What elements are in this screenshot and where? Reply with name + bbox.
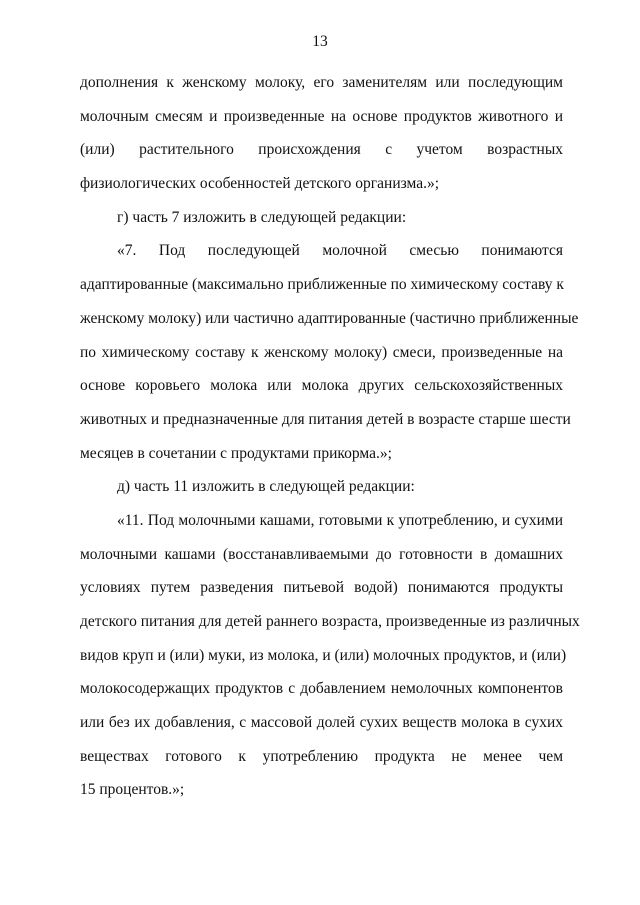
text-line: «11. Под молочными кашами, готовыми к употреблению, и сухими xyxy=(117,511,563,529)
document-body xyxy=(80,71,580,812)
text-line: молочным смесям и произведенные на основе продуктов животного и xyxy=(80,107,563,125)
text-line: животных и предназначенные для питания детей в возрасте старше шести xyxy=(80,410,571,428)
text-line: месяцев в сочетании с продуктами прикорма.»; xyxy=(80,444,392,462)
text-line: или без их добавления, с массовой долей сухих веществ молока в сухих xyxy=(80,714,563,732)
text-line: молокосодержащих продуктов с добавлением немолочных компонентов xyxy=(80,680,563,698)
text-line: «7. Под последующей молочной смесью понимаются xyxy=(117,242,563,260)
text-line: основе коровьего молока или молока других сельскохозяйственных xyxy=(80,377,563,395)
text-line: г) часть 7 изложить в следующей редакции: xyxy=(117,208,407,226)
text-line: дополнения к женскому молоку, его заменителям или последующим xyxy=(80,74,563,91)
text-line: веществах готового к употреблению продукта не менее чем xyxy=(80,747,563,765)
text-line: молочными кашами (восстанавливаемыми до готовности в домашних xyxy=(80,545,563,563)
text-line: детского питания для детей раннего возраста, произведенные из различных xyxy=(80,613,580,630)
text-line: по химическому составу к женскому молоку) смеси, произведенные на xyxy=(80,343,563,361)
text-line: женскому молоку) или частично адаптированные (частично приближенные xyxy=(80,309,579,327)
text-line: физиологических особенностей детского организма.»; xyxy=(80,175,440,193)
text-line: 15 процентов.»; xyxy=(80,781,185,799)
text-line: видов круп и (или) муки, из молока, и (или) молочных продуктов, и (или) xyxy=(80,646,567,664)
text-line: адаптированные (максимально приближенные по химическому составу к xyxy=(80,276,564,294)
text-line: условиях путем разведения питьевой водой) понимаются продукты xyxy=(80,579,563,597)
text-line: (или) растительного происхождения с учетом возрастных xyxy=(80,141,563,159)
page-number: 13 xyxy=(312,33,328,50)
text-line: д) часть 11 изложить в следующей редакции: xyxy=(117,478,415,496)
